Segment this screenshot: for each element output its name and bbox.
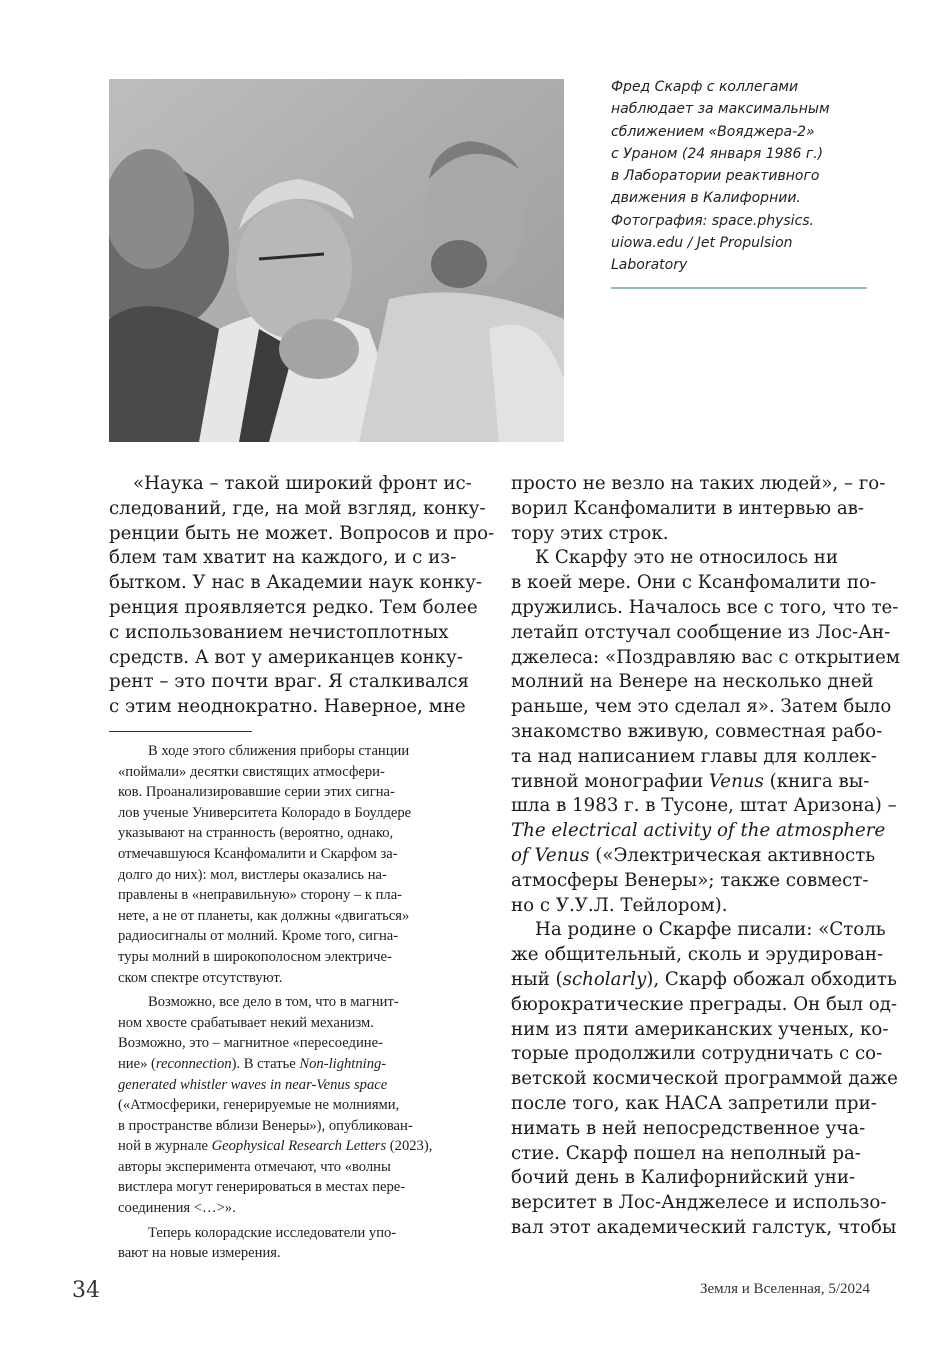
note-line [118, 1054, 478, 1075]
note-line: В ходе этого сближения приборы станции [148, 743, 410, 759]
note-line: («Атмосферики, генерируемые не молниями, [118, 1097, 400, 1114]
article-title-italic: generated whistler waves in near-Venus space [118, 1076, 388, 1093]
photo-illustration [109, 79, 564, 442]
caption-divider [611, 287, 867, 289]
note-text: ). В статье [231, 1055, 300, 1072]
note-line [118, 1136, 478, 1157]
book-chapter-title-italic: The electrical activity of the atmosphere [511, 820, 886, 842]
text-line [511, 968, 897, 993]
text-line: торые продолжили сотрудничать с со- [511, 1043, 883, 1065]
text-line: та над написанием главы для коллек- [511, 745, 877, 767]
note-line: в пространстве вблизи Венеры»), опубликован- [118, 1117, 413, 1134]
note-line: ков. Проанализировавшие серии этих сигна- [118, 784, 395, 801]
caption-line: с Ураном (24 января 1986 г.) [611, 145, 824, 162]
text-line: «Наука – такой широкий фронт ис- [133, 473, 472, 494]
text-line: ренции быть не может. Вопросов и про- [109, 522, 495, 544]
text-line: На родине о Скарфе писали: «Столь [535, 919, 886, 941]
text-line: ним из пяти американских ученых, ко- [511, 1018, 889, 1040]
text-line: тору этих строк. [511, 522, 669, 544]
left-column-text [109, 472, 495, 720]
article-photo [109, 79, 564, 442]
article-title-italic: Non-lightning- [299, 1055, 387, 1072]
note-line: туры молний в широкополосном электриче- [118, 948, 392, 965]
note-line: нете, а не от планеты, как должны «двигаться» [118, 907, 410, 924]
text-line: К Скарфу это не относилось ни [535, 547, 838, 569]
text-line: ворил Ксанфомалити в интервью ав- [511, 497, 865, 519]
note-divider [109, 731, 252, 732]
text-line: знакомство вживую, совместная рабо- [511, 720, 883, 742]
page-number: 34 [72, 1278, 100, 1303]
text-line [511, 770, 871, 795]
text-line: дружились. Началось все с того, что те- [511, 596, 899, 618]
note-text: (2023), [386, 1138, 433, 1155]
note-line: «поймали» десятки свистящих атмосфери- [118, 763, 385, 780]
text-line: вал этот академический галстук, чтобы [511, 1216, 897, 1238]
right-column-text [511, 472, 900, 1241]
side-note [118, 741, 478, 1264]
text-line: блем там хватит на каждого, и с из- [109, 547, 457, 569]
note-line: Возможно, все дело в том, что в магнит- [148, 994, 399, 1011]
text-line: просто не везло на таких людей», – го- [511, 473, 886, 494]
caption-line: Laboratory [611, 257, 688, 274]
text-line: верситет в Лос-Анджелесе и использо- [511, 1192, 887, 1214]
text-line: молний на Венере на несколько дней [511, 671, 874, 693]
caption-line: наблюдает за максимальным [611, 101, 830, 118]
caption-line: Фотография: space.physics. [611, 212, 815, 229]
text-line: в коей мере. Они с Ксанфомалити по- [511, 572, 877, 594]
note-line: соединения <…>». [118, 1200, 236, 1217]
text-line: атмосферы Венеры»; также совмест- [511, 869, 869, 891]
note-line: указывают на странность (вероятно, однако, [118, 825, 394, 842]
text-segment: ), Скарф обожал обходить [646, 968, 897, 990]
text-line: летайп отстучал сообщение из Лос-Ан- [511, 621, 891, 643]
note-line: ном хвосте срабатывает некий механизм. [118, 1014, 374, 1031]
text-line [511, 844, 876, 869]
text-line: после того, как НАСА запретили при- [511, 1092, 877, 1114]
text-line: ренция проявляется редко. Тем более [109, 596, 478, 618]
text-line: стие. Скарф пошел на неполный ра- [511, 1142, 861, 1164]
note-italic: reconnection [155, 1055, 232, 1072]
note-line: вистлера могут генерироваться в местах пере- [118, 1179, 406, 1196]
note-line: отмечавшуюся Ксанфомалити и Скарфом за- [118, 845, 398, 862]
note-line: авторы эксперимента отмечают, что «волны [118, 1158, 391, 1175]
text-segment: тивной монографии [511, 770, 709, 792]
text-line: нимать в ней непосредственное уча- [511, 1117, 866, 1139]
text-line: следований, где, на мой взгляд, конку- [109, 497, 486, 519]
text-segment: (книга вы- [763, 770, 870, 792]
text-line: рент – это почти враг. Я сталкивался [109, 671, 470, 693]
text-line: шла в 1983 г. в Тусоне, штат Аризона) – [511, 795, 897, 817]
note-line: Теперь колорадские исследователи упо- [148, 1224, 397, 1241]
text-line: бытком. У нас в Академии наук конку- [109, 572, 482, 594]
caption-line: uiowa.edu / Jet Propulsion [611, 235, 793, 252]
note-text: ной в журнале [118, 1138, 212, 1155]
caption-line: Фред Скарф с коллегами [611, 79, 799, 95]
text-segment: ный ( [511, 968, 563, 990]
caption-line: движения в Калифорнии. [611, 190, 801, 207]
text-line: бочий день в Калифорнийский уни- [511, 1167, 856, 1189]
note-line: Возможно, это – магнитное «пересоедине- [118, 1035, 383, 1052]
note-line: радиосигналы от молний. Кроме того, сигна- [118, 928, 399, 945]
text-line: с этим неоднократно. Наверное, мне [109, 696, 466, 718]
text-line: раньше, чем это сделал я». Затем было [511, 696, 892, 718]
journal-footer: Земля и Вселенная, 5/2024 [699, 1281, 870, 1297]
note-line: правлены в «неправильную» сторону – к пла- [118, 887, 403, 904]
note-line: лов ученые Университета Колорадо в Боулдере [118, 804, 412, 821]
english-term-italic: scholarly [562, 968, 647, 990]
text-line: же общительный, сколь и эрудирован- [511, 944, 884, 966]
note-line: ском спектре отсутствуют. [118, 969, 283, 986]
note-text: ние» ( [118, 1055, 156, 1072]
text-line: джелеса: «Поздравляю вас с открытием [511, 646, 900, 668]
text-line: но с У.У.Л. Тейлором). [511, 894, 728, 916]
caption-line: сближением «Вояджера-2» [611, 123, 815, 140]
caption-line: в Лаборатории реактивного [611, 168, 820, 185]
text-segment: («Электрическая активность [589, 844, 876, 866]
photo-caption [611, 76, 873, 277]
book-chapter-title-italic: of Venus [511, 844, 590, 866]
text-line: с использованием нечистоплотных [109, 621, 449, 643]
text-line: бюрократические преграды. Он был од- [511, 993, 898, 1015]
book-title-italic: Venus [708, 770, 764, 792]
note-line: вают на новые измерения. [118, 1245, 281, 1262]
text-line: ветской космической программой даже [511, 1068, 898, 1090]
note-line: долго до них): мол, вистлеры оказались на- [118, 866, 387, 883]
journal-name-italic: Geophysical Research Letters [211, 1138, 387, 1155]
text-line: средств. А вот у американцев конку- [109, 646, 463, 668]
